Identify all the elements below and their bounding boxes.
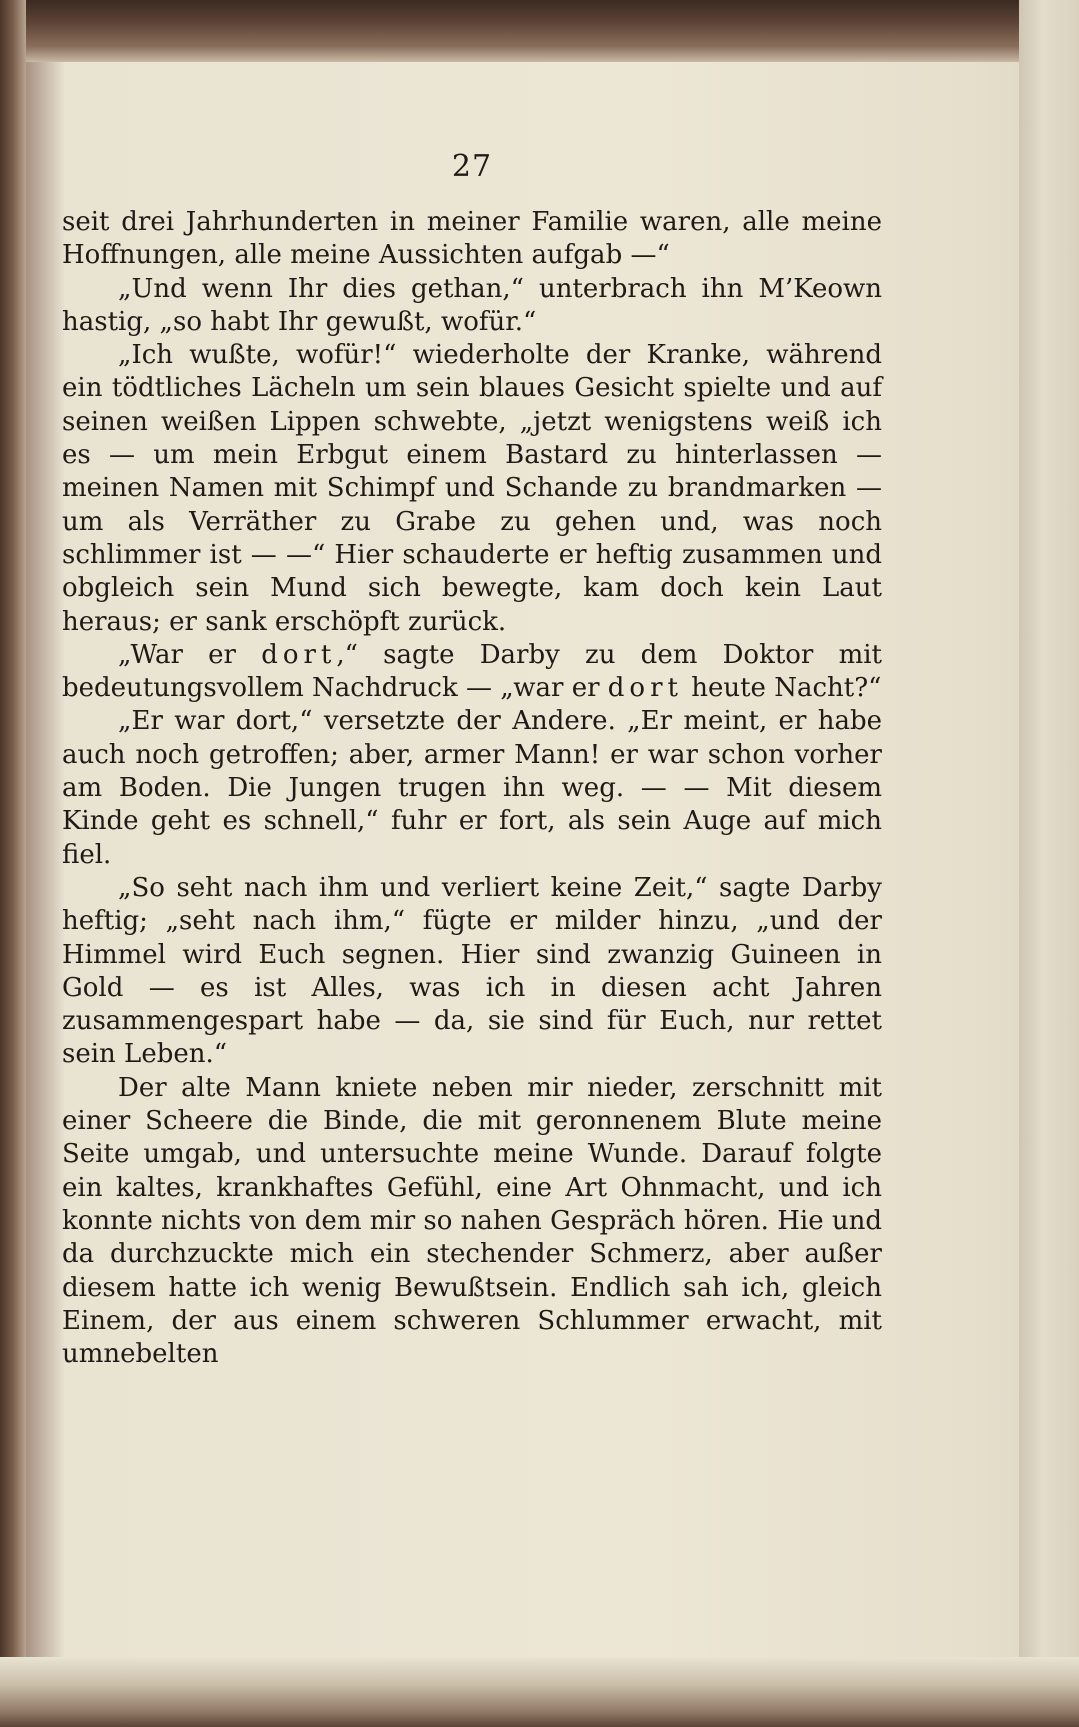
text-run: Der alte Mann kniete neben mir nieder, zerschnitt mit einer Scheere die Binde, die mit geronnenem Blute meine Seite umgab, und untersuchte meine Wunde. Darauf folgte ein kaltes, krankhaftes Gefühl, eine Art Ohnmacht, und ich konnte nichts von dem mir so nahen Gespräch hören. Hie und da durchzuckte mich ein stechender Schmerz, aber außer diesem hatte ich wenig Bewußtsein. Endlich sah ich, gleich Einem, der aus einem schweren Schlummer erwacht, mit umnebelten — [62, 1072, 882, 1370]
text-run: „Er war dort,“ versetzte der Andere. „Er meint, er habe auch noch getroffen; aber, armer Mann! er war schon vorher am Boden. Die Jungen trugen ihn weg. — — Mit diesem Kinde geht es schnell,“ fuhr er fort, als sein Auge auf mich fiel. — [62, 706, 882, 870]
page-right-edge — [1019, 0, 1079, 1727]
page-body-text — [62, 206, 882, 1371]
paragraph — [62, 705, 882, 871]
text-run: „Ich wußte, wofür!“ wiederholte der Kranke, während ein tödtliches Lächeln um sein blaues Gesicht spielte und auf seinen weißen Lippen schwebte, „jetzt wenigstens weiß ich es — um mein Erbgut einem Bastard zu hinterlassen — meinen Namen mit Schimpf und Schande zu brandmarken — um als Verräther zu Grabe zu gehen und, was noch schlimmer ist — —“ Hier schauderte er heftig zusammen und obgleich sein Mund sich bewegte, kam doch kein Laut heraus; er sank erschöpft zurück. — [62, 340, 882, 637]
book-page — [62, 150, 882, 1371]
emphasized-text: dort — [261, 639, 337, 670]
text-run: seit drei Jahrhunderten in meiner Familie waren, alle meine Hoffnungen, alle meine Aussichten aufgab —“ — [62, 207, 882, 271]
page-number: 27 — [451, 149, 493, 184]
emphasized-text: dort — [607, 673, 683, 704]
text-run: heute Nacht?“ — [682, 673, 882, 704]
book-cover-top-edge — [0, 0, 1079, 62]
paragraph — [62, 1072, 882, 1372]
paragraph — [62, 339, 882, 639]
text-run: „War er — [118, 639, 262, 670]
book-spine-edge — [0, 0, 26, 1727]
text-run: ,“ sagte Darby zu dem Doktor mit bedeutungsvollem Nachdruck — „war er — [62, 639, 882, 704]
paragraph — [62, 639, 882, 706]
paragraph — [62, 273, 882, 340]
paragraph — [62, 206, 882, 273]
paragraph — [62, 872, 882, 1072]
text-run: „Und wenn Ihr dies gethan,“ unterbrach ihn M’Keown hastig, „so habt Ihr gewußt, wofür.“ — [62, 273, 882, 337]
text-run: „So seht nach ihm und verliert keine Zeit,“ sagte Darby heftig; „seht nach ihm,“ fügte er milder hinzu, „und der Himmel wird Euch segnen. Hier sind zwanzig Guineen in Gold — es ist Alles, was ich in diesen acht Jahren zusammengespart habe — da, sie sind für Euch, nur rettet sein Leben.“ — [62, 872, 882, 1070]
book-cover-bottom-edge — [0, 1657, 1079, 1727]
